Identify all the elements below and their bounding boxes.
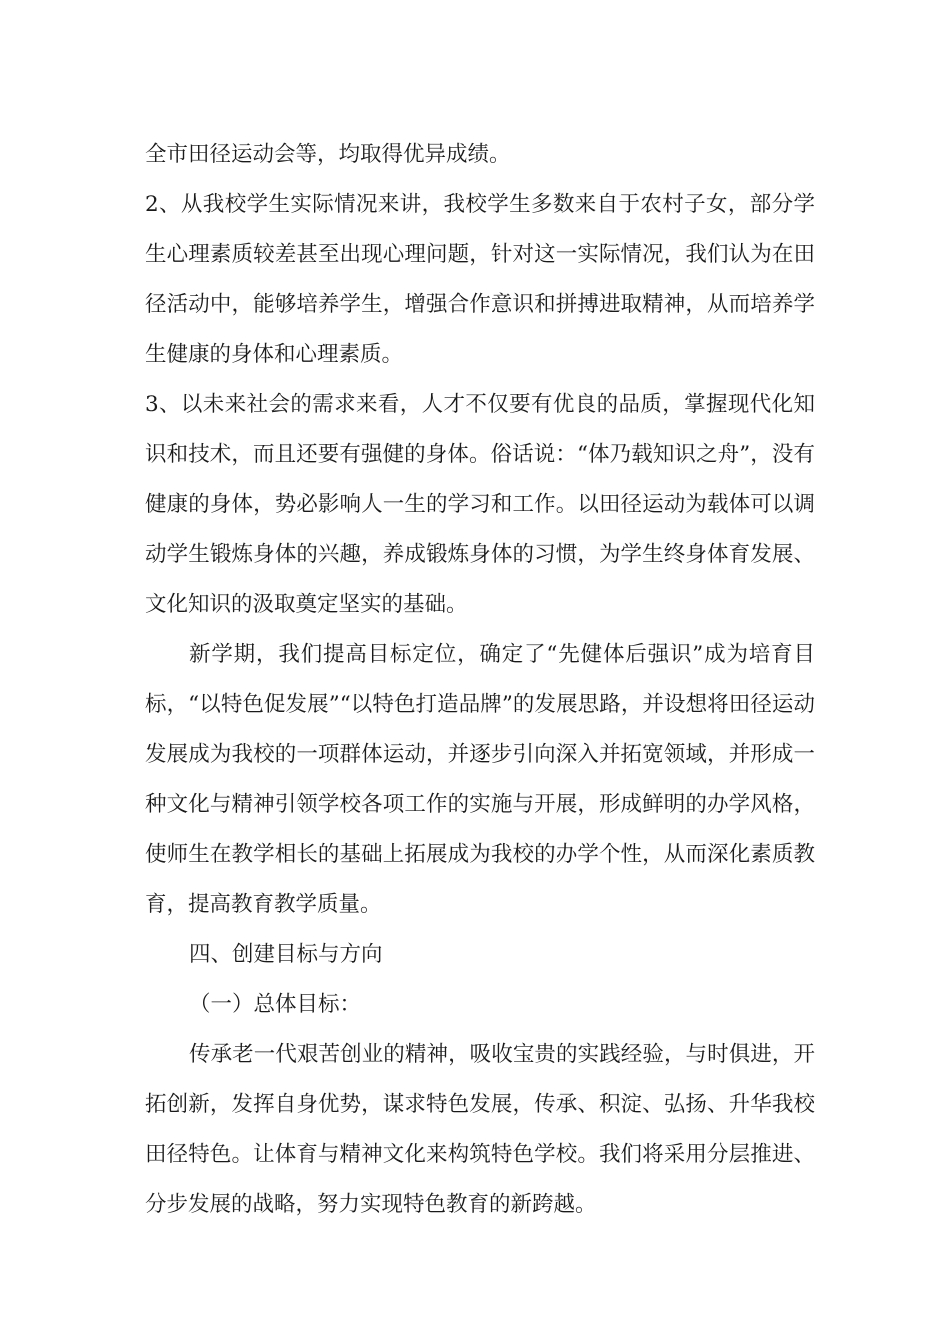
paragraph-overall-goal: 传承老一代艰苦创业的精神，吸收宝贵的实践经验，与时俱进，开拓创新，发挥自身优势，谋求特色发展，传承、积淀、弘扬、升华我校田径特色。让体育与精神文化来构筑特色学校。我们将采用分层推进、分步发展的战略，努力实现特色教育的新跨越。: [145, 1042, 815, 1217]
paragraph-point-3: 3、以未来社会的需求来看，人才不仅要有优良的品质，掌握现代化知识和技术，而且还要有强健的身体。俗话说：“体乃载知识之舟”，没有健康的身体，势必影响人一生的学习和工作。以田径运动为载体可以调动学生锻炼身体的兴趣，养成锻炼身体的习惯，为学生终身体育发展、文化知识的汲取奠定坚实的基础。: [145, 392, 815, 617]
subsection-heading-overall-goal: （一）总体目标：: [189, 992, 362, 1017]
paragraph-new-semester: 新学期，我们提高目标定位，确定了“先健体后强识”成为培育目标，“以特色促发展”“以特色打造品牌”的发展思路，并设想将田径运动发展成为我校的一项群体运动，并逐步引向深入并拓宽领域，并形成一种文化与精神引领学校各项工作的实施与开展，形成鲜明的办学风格，使师生在教学相长的基础上拓展成为我校的办学个性，从而深化素质教育，提高教育教学质量。: [145, 642, 815, 917]
section-heading-goals: 四、创建目标与方向: [189, 942, 383, 967]
paragraph-continuation: 全市田径运动会等，均取得优异成绩。: [145, 142, 511, 167]
paragraph-point-2: 2、从我校学生实际情况来讲，我校学生多数来自于农村子女，部分学生心理素质较差甚至出现心理问题，针对这一实际情况，我们认为在田径活动中，能够培养学生，增强合作意识和拼搏进取精神，从而培养学生健康的身体和心理素质。: [145, 192, 815, 367]
document-body: [145, 130, 815, 1230]
